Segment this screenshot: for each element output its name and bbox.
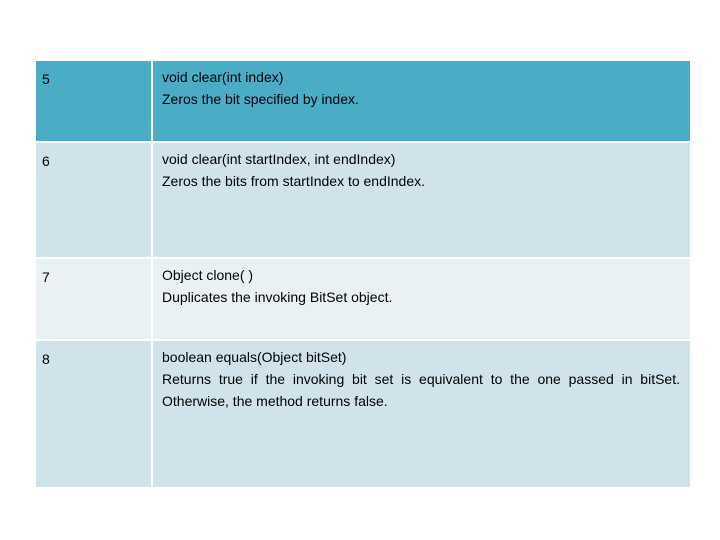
method-description: Zeros the bits from startIndex to endIndex. <box>162 173 426 189</box>
row-number: 8 <box>36 341 153 487</box>
method-signature: boolean equals(Object bitSet) <box>162 349 347 365</box>
method-cell <box>153 341 690 487</box>
method-signature: void clear(int index) <box>162 69 284 85</box>
table-row <box>36 259 690 341</box>
row-number: 6 <box>36 143 153 257</box>
methods-table <box>36 61 690 487</box>
method-cell <box>153 61 690 141</box>
table-row <box>36 61 690 143</box>
method-signature: void clear(int startIndex, int endIndex) <box>162 151 396 167</box>
table-row <box>36 341 690 487</box>
row-number: 7 <box>36 259 153 339</box>
method-cell <box>153 259 690 339</box>
method-signature: Object clone( ) <box>162 267 254 283</box>
method-description: Zeros the bit specified by index. <box>162 91 359 107</box>
method-description: Duplicates the invoking BitSet object. <box>162 289 393 305</box>
method-description: Returns true if the invoking bit set is equivalent to the one passed in bitSet. Otherwise, the method returns false. <box>162 371 680 409</box>
row-number: 5 <box>36 61 153 141</box>
table-row <box>36 143 690 259</box>
method-cell <box>153 143 690 257</box>
